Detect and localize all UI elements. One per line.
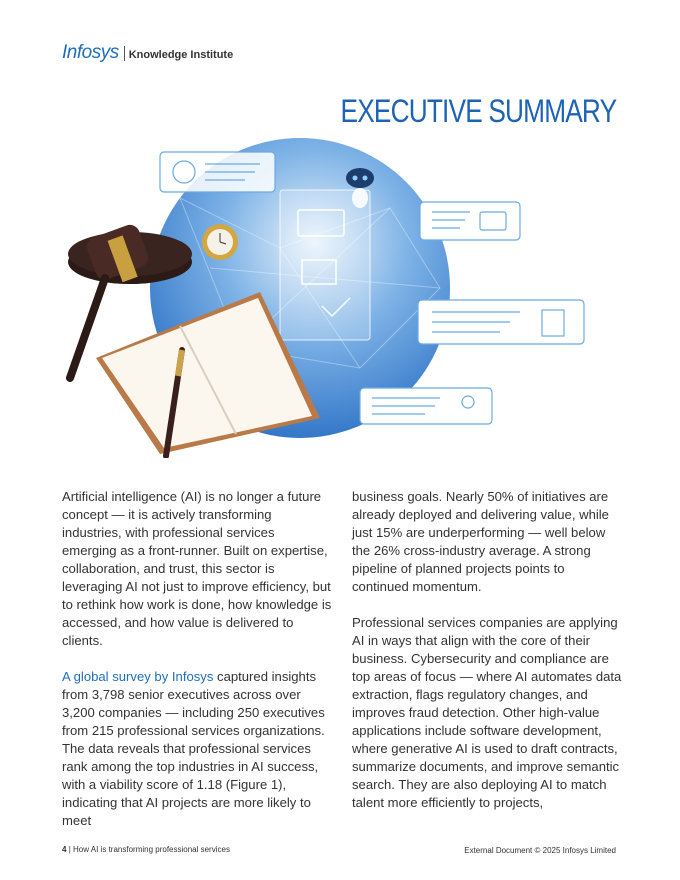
survey-link[interactable]: A global survey by Infosys [62,669,214,684]
footer-page-info [62,845,230,854]
brand-header [62,42,233,64]
logo-divider [124,46,125,61]
building-card-icon [418,300,584,344]
page-title: EXECUTIVE SUMMARY [340,93,616,129]
body-column-right [352,488,622,830]
briefcase-card-icon [420,202,520,240]
settings-card-icon [160,152,275,192]
infosys-logo: Infosys [62,42,119,63]
clock-icon [202,224,238,260]
page-number: 4 [62,845,67,854]
knowledge-institute-label: Knowledge Institute [128,49,234,61]
footer-copyright: External Document © 2025 Infosys Limited [464,846,616,855]
survey-text: captured insights from 3,798 senior executives across over 3,200 companies — including 250 executives from 215 professional services organizations. The data reveals that professional services rank among the top industries in AI success, with a viability score of 1.18 (Figure 1), indicating that AI projects are more likely to meet [62,669,325,828]
finance-card-icon [360,388,492,424]
footer-divider: | [68,845,73,854]
footer-doc-title: How AI is transforming professional services [73,845,230,854]
paragraph-intro: Artificial intelligence (AI) is no longer a future concept — it is actively transforming industries, with professional services emerging as a front-runner. Built on expertise, collaboration, and trust, this sector is leveraging AI not just to improve efficiency, but to rethink how work is done, how knowledge is accessed, and how value is delivered to clients. [62,489,332,648]
process-card [280,190,370,340]
body-column-left [62,488,332,848]
paragraph-applications: Professional services companies are applying AI in ways that align with the core of their business. Cybersecurity and compliance are top areas of focus — where AI automates data extraction, flags regulatory changes, and improves fraud detection. Other high-value applications include software development, where generative AI is used to draft contracts, summarize documents, and improve semantic search. They are also deploying AI to match talent more efficiently to projects, [352,615,622,810]
hero-illustration [60,138,620,458]
paragraph-survey [62,668,332,830]
paragraph-results: business goals. Nearly 50% of initiatives are already deployed and delivering value, while just 15% are underperforming — well below the 26% cross-industry average. A strong pipeline of planned projects points to continued momentum. [352,489,609,594]
